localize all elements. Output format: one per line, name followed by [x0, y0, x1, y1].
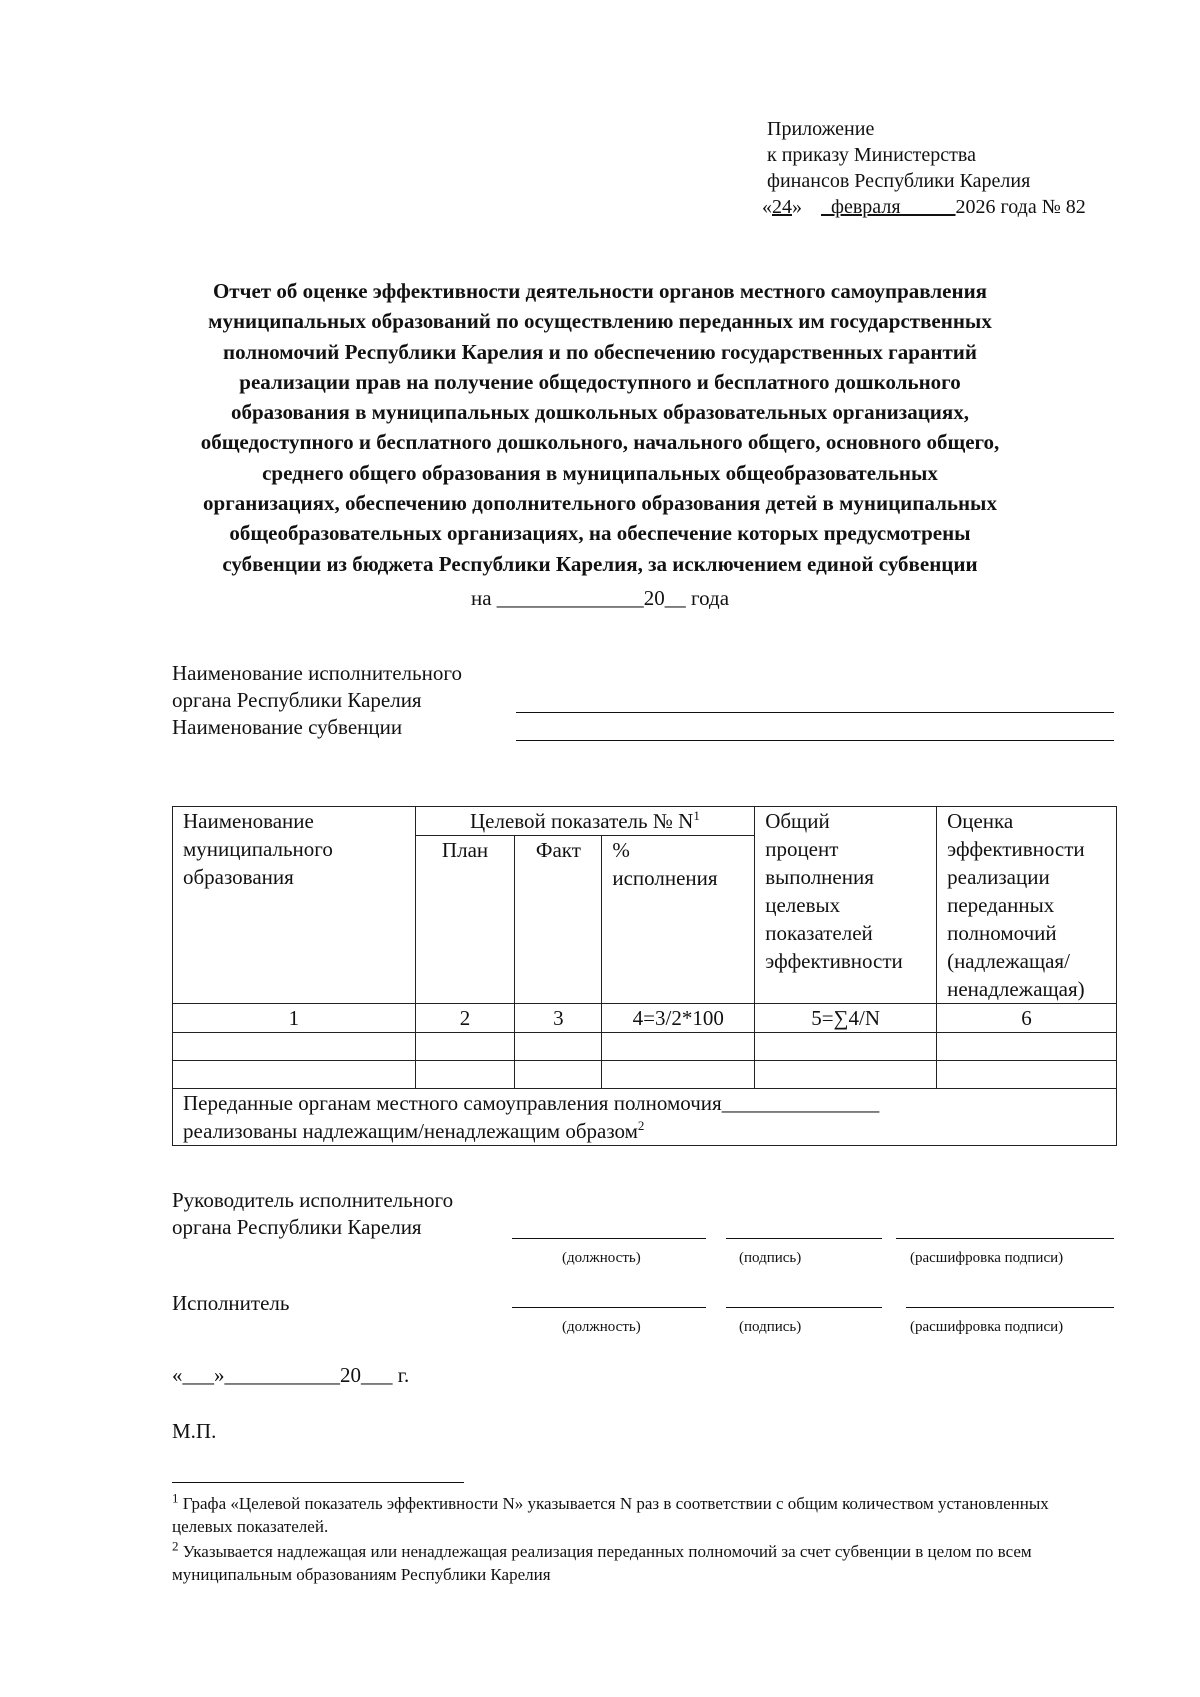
footnote-2 — [172, 1540, 1112, 1586]
table-cell[interactable] — [415, 1033, 515, 1061]
footnote-1 — [172, 1492, 1112, 1538]
report-period: на ______________20__ года — [470, 586, 730, 610]
head-position-field[interactable] — [512, 1238, 706, 1239]
table-cell[interactable] — [755, 1061, 937, 1089]
head-signature-field[interactable] — [726, 1238, 882, 1239]
summary-cell[interactable] — [173, 1089, 1117, 1146]
header-target-indicator — [415, 807, 755, 836]
date-day: 24 — [772, 196, 792, 218]
numbering-cell: 6 — [937, 1004, 1117, 1033]
title-line: субвенции из бюджета Республики Карелия, за исключением единой субвенции — [222, 551, 978, 576]
table-cell[interactable] — [515, 1033, 602, 1061]
table-cell[interactable] — [515, 1061, 602, 1089]
footnote-1-mark: 1 — [172, 1490, 179, 1506]
report-date-line: «___»___________20___ г. — [172, 1363, 410, 1387]
footnote-2-text: Указывается надлежащая или ненадлежащая реализация переданных полномочий за счет субвенции в целом по всем муниципальным образованиям Республики Карелия — [172, 1542, 1032, 1584]
title-line: муниципальных образований по осуществлению переданных им государственных — [208, 309, 992, 334]
head-label-cont: органа Республики Карелия — [172, 1215, 422, 1239]
title-line: Отчет об оценке эффективности деятельности органов местного самоуправления — [212, 279, 988, 303]
appendix-date-line — [762, 194, 1086, 220]
date-open-quote: « — [762, 196, 772, 218]
header-plan: План — [415, 836, 515, 1004]
report-title — [150, 276, 1050, 579]
head-decoding-field[interactable] — [896, 1238, 1114, 1239]
header-assessment: Оценка эффективности реализации переданных полномочий (надлежащая/ ненадлежащая) — [937, 807, 1117, 1004]
table-cell[interactable] — [602, 1033, 755, 1061]
header-total-percent: Общий процент выполнения целевых показателей эффективности — [755, 807, 937, 1004]
title-line: среднего общего образования в муниципальных общеобразовательных — [262, 460, 938, 485]
head-label: Руководитель исполнительного — [172, 1188, 454, 1212]
appendix-ministry-line: финансов Республики Карелия — [767, 170, 1031, 192]
date-close-quote: » — [792, 196, 802, 218]
title-line: реализации прав на получение общедоступного и бесплатного дошкольного — [239, 369, 961, 394]
summary-line-1: Переданные органам местного самоуправления полномочия_______________ — [183, 1091, 880, 1115]
executor-decoding-field[interactable] — [906, 1307, 1114, 1308]
footnote-ref-1: 1 — [693, 808, 700, 823]
header-fact: Факт — [515, 836, 602, 1004]
date-month — [807, 196, 956, 218]
table-cell[interactable] — [937, 1033, 1117, 1061]
title-line: общеобразовательных организациях, на обеспечение которых предусмотрены — [229, 521, 971, 546]
title-line: организациях, обеспечению дополнительного образования детей в муниципальных — [203, 491, 997, 516]
table-cell[interactable] — [173, 1061, 416, 1089]
table-cell[interactable] — [602, 1061, 755, 1089]
report-table — [172, 806, 1117, 1146]
header-percent: % исполнения — [602, 836, 755, 1004]
title-line: полномочий Республики Карелия и по обеспечению государственных гарантий — [223, 339, 977, 364]
footnote-ref-2: 2 — [637, 1118, 645, 1133]
organ-name-label-cont: органа Республики Карелия — [172, 688, 422, 712]
head-decoding-caption: (расшифровка подписи) — [910, 1250, 1064, 1266]
numbering-cell: 5=∑4/N — [755, 1004, 937, 1033]
executor-position-field[interactable] — [512, 1307, 706, 1308]
executor-signature-field[interactable] — [726, 1307, 882, 1308]
appendix-label: Приложение — [767, 118, 875, 140]
date-month-text: февраля — [831, 196, 901, 218]
executor-signature-caption: (подпись) — [739, 1319, 802, 1335]
header-target-indicator-text: Целевой показатель № N — [470, 809, 694, 833]
organ-name-label: Наименование исполнительного — [172, 661, 462, 685]
summary-row — [173, 1089, 1117, 1146]
table-cell[interactable] — [755, 1033, 937, 1061]
executor-decoding-caption: (расшифровка подписи) — [910, 1319, 1064, 1335]
numbering-cell: 1 — [173, 1004, 416, 1033]
table-row — [173, 1033, 1117, 1061]
numbering-cell: 2 — [415, 1004, 515, 1033]
stamp-place: М.П. — [172, 1419, 217, 1443]
summary-line-2: реализованы надлежащим/ненадлежащим образом — [183, 1119, 638, 1143]
title-line: образования в муниципальных дошкольных образовательных организациях, — [230, 400, 970, 425]
subvention-name-label: Наименование субвенции — [172, 715, 403, 739]
footnote-separator — [172, 1482, 464, 1483]
subvention-name-field[interactable] — [516, 740, 1114, 741]
numbering-cell: 3 — [515, 1004, 602, 1033]
table-cell[interactable] — [937, 1061, 1117, 1089]
executor-label: Исполнитель — [172, 1291, 290, 1315]
numbering-cell: 4=3/2*100 — [602, 1004, 755, 1033]
executor-position-caption: (должность) — [562, 1319, 641, 1335]
head-signature-caption: (подпись) — [739, 1250, 802, 1266]
numbering-row — [173, 1004, 1117, 1033]
head-position-caption: (должность) — [562, 1250, 641, 1266]
title-line: общедоступного и бесплатного дошкольного, начального общего, основного общего, — [200, 430, 1000, 455]
date-tail: 2026 года № 82 — [955, 196, 1086, 218]
footnote-2-mark: 2 — [172, 1538, 179, 1554]
table-cell[interactable] — [415, 1061, 515, 1089]
organ-name-field[interactable] — [516, 712, 1114, 713]
header-municipality: Наименование муниципального образования — [173, 807, 416, 1004]
appendix-order-line: к приказу Министерства — [767, 144, 976, 166]
table-row — [173, 1061, 1117, 1089]
table-cell[interactable] — [173, 1033, 416, 1061]
footnote-1-text: Графа «Целевой показатель эффективности N» указывается N раз в соответствии с общим количеством установленных целевых показателей. — [172, 1494, 1049, 1536]
